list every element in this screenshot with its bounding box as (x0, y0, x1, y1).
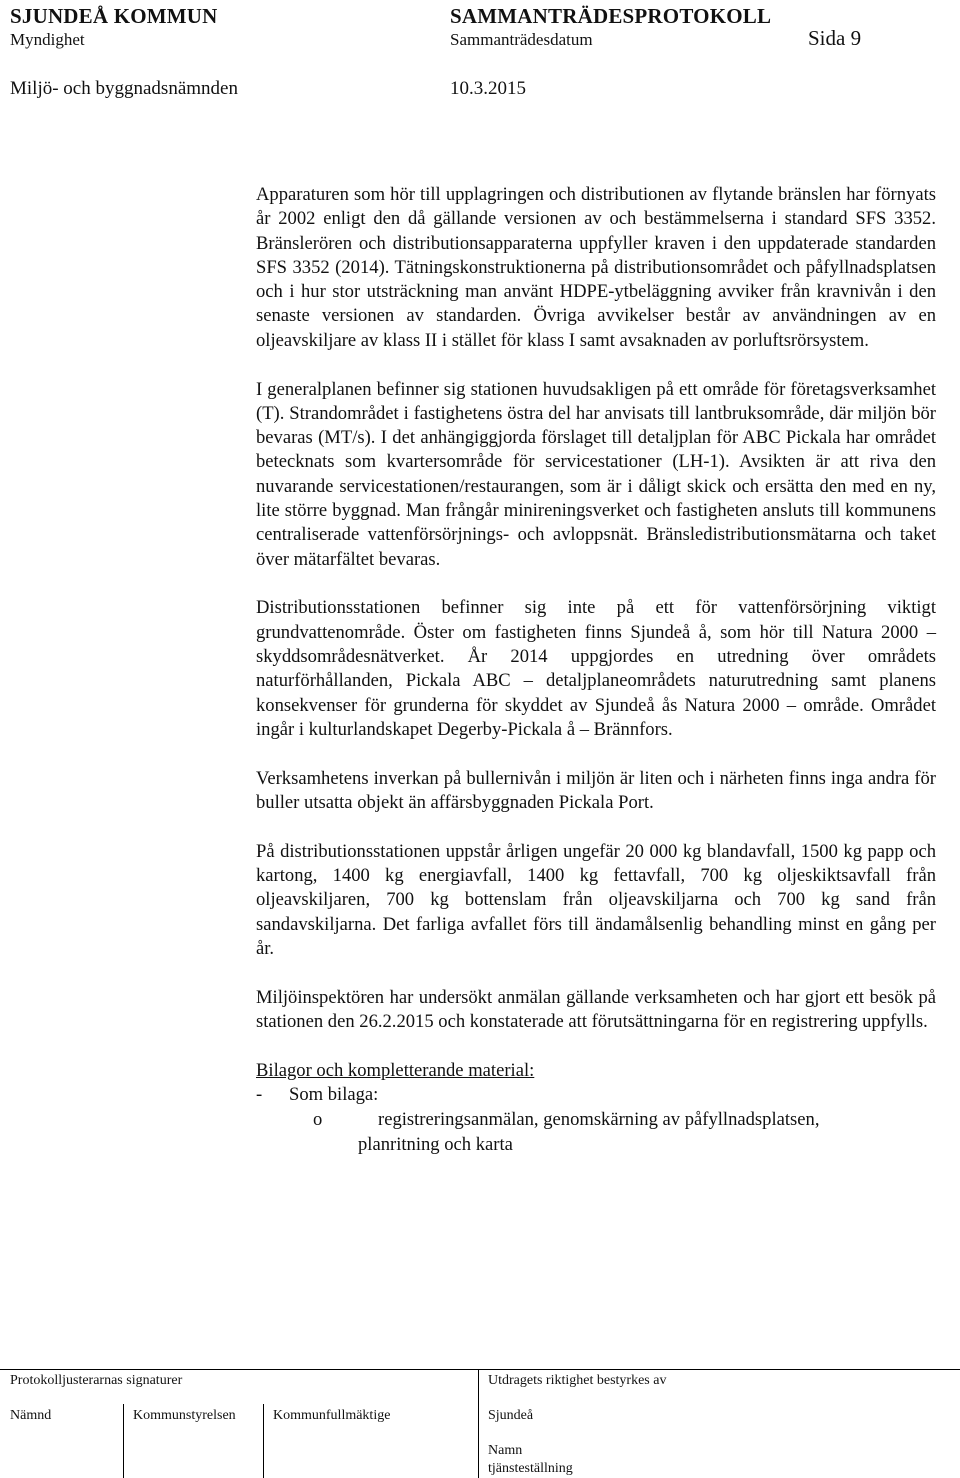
attachments-item (256, 1083, 936, 1108)
paragraph-general-plan: I generalplanen befinner sig stationen huvudsakligen på ett område för företagsverksamhet (T). Strandområdet i fastighetens östra del har anvisats till lantbruksområde, där miljön bör bevaras (MT/s). I det anhängiggjorda förslaget till detaljplan för ABC Pickala har området betecknats som kvartersområde för servicestationer (LH-1). Avsikten är att riva den nuvarande servicestationen/restaurangen, som är i dåligt skick och ersätta den med en ny, lite större byggnad. Man frångår minireningsverket och fastigheten ansluts till kommunens centraliserade vattenförsörjnings- och avloppsnät. Bränsledistributionsmätarna och taket över mätarfältet bevaras. (256, 378, 936, 570)
footer-col-sjundea: Sjundeå (488, 1408, 534, 1423)
paragraph-noise: Verksamhetens inverkan på bullernivån i miljön är liten och i närheten finns inga andra för buller utsatta objekt än affärsbyggnaden Pickala Port. (256, 767, 936, 814)
circle-bullet: o (313, 1109, 323, 1131)
protocol-body (256, 183, 936, 1158)
footer-col-styrelse: Kommunstyrelsen (133, 1408, 236, 1423)
page-label: Sida (808, 26, 846, 50)
paragraph-fuel-equipment: Apparaturen som hör till upplagringen och distributionen av flytande bränslen har förnyats år 2002 enligt den då gällande versionen av och bestämmelserna i standard SFS 3352. Bränslerören och distributionsapparaterna uppfyller kraven i den uppdaterade standarden SFS 3352 (2014). Tätningskonstruktionerna på distributionsområdet och påfyllnadsplatsen och i hur stor utsträckning man använt HDPE-ytbeläggning avviker från kravnivån i den senaste versionen av standarden. Övriga avvikelser består av användningen av en oljeavskiljare av klass II i stället för klass I samt avsaknaden av porluftsrörsystem. (256, 184, 936, 351)
footer-name-label: Namn (488, 1443, 523, 1458)
paragraph-waste: På distributionsstationen uppstår årligen ungefär 20 000 kg blandavfall, 1500 kg papp och kartong, 1400 kg energiavfall, 1400 kg fettavfall, 700 kg oljeskiktsavfall från oljeavskiljaren, 700 kg bottenslam från oljeavskiljarna och 700 kg sand från sandavskiljarna. Det farliga avfallet förs till ändamålsenlig behandling minst en gång per år. (256, 840, 936, 960)
footer-divider-2 (263, 1404, 264, 1478)
board-name: Miljö- och byggnadsnämnden (10, 78, 238, 99)
signatures-label: Protokolljusterarnas signaturer (10, 1373, 183, 1388)
attachments-subitem-line2: planritning och karta (358, 1134, 513, 1156)
footer-divider-1 (123, 1404, 124, 1478)
meeting-date: 10.3.2015 (450, 78, 526, 99)
attachments-subitem-cont (256, 1133, 936, 1158)
footer-col-fullmaktige: Kommunfullmäktige (273, 1408, 391, 1423)
attachments-subitem-line1: registreringsanmälan, genomskärning av påfyllnadsplatsen, (378, 1109, 820, 1131)
attachments-heading: Bilagor och kompletterande material: (256, 1059, 535, 1081)
attachments-item-label: Som bilaga: (289, 1084, 379, 1106)
extract-label: Utdragets riktighet bestyrkes av (488, 1373, 667, 1388)
attachments-subitem (256, 1108, 936, 1133)
attachments-section (256, 1059, 936, 1158)
page-indicator (808, 26, 861, 51)
footer-col-namnd: Nämnd (10, 1408, 52, 1423)
footer-divider-3 (478, 1369, 479, 1478)
meeting-date-label: Sammanträdesdatum (450, 30, 593, 49)
authority-label: Myndighet (10, 30, 85, 49)
footer-top-rule (0, 1369, 960, 1370)
paragraph-groundwater: Distributionsstationen befinner sig inte på ett för vattenförsörjning viktigt grundvattenområde. Öster om fastigheten finns Sjundeå å, som hör till Natura 2000 – skyddsområdesnätverket. År 2014 uppgjordes en utredning över områdets naturförhållanden, Pickala ABC – detaljplaneområdets naturutredning samt planens konsekvenser för grunderna för skyddet av Sjundeå ås Natura 2000 – område. Området ingår i kulturlandskapet Degerby-Pickala å – Brännfors. (256, 597, 936, 740)
footer-position-label: tjänsteställning (488, 1461, 573, 1476)
municipality-name: SJUNDEÅ KOMMUN (10, 4, 218, 28)
page-number: 9 (850, 26, 862, 50)
dash-bullet: - (256, 1084, 263, 1106)
paragraph-inspection: Miljöinspektören har undersökt anmälan gällande verksamheten och har gjort ett besök på stationen den 26.2.2015 och konstaterade att förutsättningarna för en registrering uppfylls. (256, 986, 936, 1033)
document-type: SAMMANTRÄDESPROTOKOLL (450, 4, 772, 28)
